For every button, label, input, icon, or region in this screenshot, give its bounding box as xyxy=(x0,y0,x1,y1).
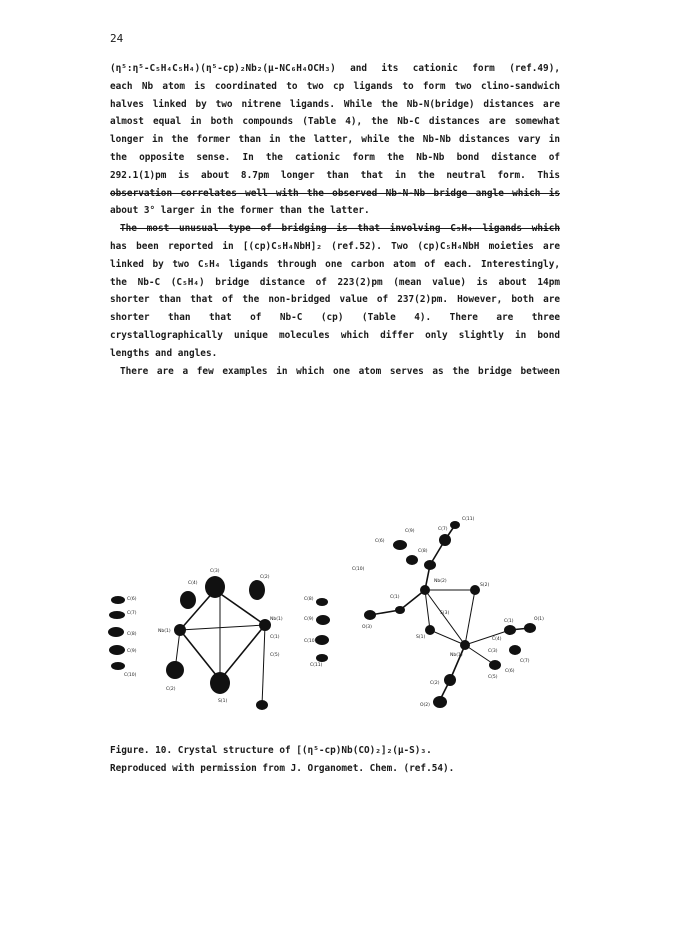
atom-ellipsoid xyxy=(108,627,124,637)
atom-label: C(1) xyxy=(504,619,514,624)
atom-label: C(9) xyxy=(304,617,314,622)
atom-label: S(1) xyxy=(416,635,426,640)
atom-ellipsoid xyxy=(524,623,536,633)
atom-ellipsoid xyxy=(420,585,430,595)
atom-label: C(7) xyxy=(438,527,448,532)
text-line: crystallographically unique molecules which differ only slightly in bond xyxy=(110,329,560,341)
text-line: shorter than that of the non-bridged value of 237(2)pm. However, both are xyxy=(110,294,560,306)
text-line: lengths and angles. xyxy=(110,347,218,359)
atom-label: O(3) xyxy=(362,625,372,630)
caption-line: Reproduced with permission from J. Organomet. Chem. (ref.54). xyxy=(110,763,455,774)
atom-ellipsoid xyxy=(316,654,328,662)
atom-label: C(3) xyxy=(488,649,498,654)
atom-label: C(7) xyxy=(127,611,137,616)
page-number: 24 xyxy=(110,32,124,45)
atom-label: C(10) xyxy=(304,639,317,644)
atom-label: C(1) xyxy=(390,595,400,600)
atom-ellipsoid xyxy=(489,660,501,670)
text-line: There are a few examples in which one atom serves as the bridge between xyxy=(120,365,560,377)
bond-line xyxy=(180,630,220,680)
atom-ellipsoid xyxy=(470,585,480,595)
text-line: has been reported in [(cp)C₅H₄NbH]₂ (ref.52). Two (cp)C₅H₄NbH moieties are xyxy=(110,240,560,252)
atom-ellipsoid xyxy=(444,674,456,686)
text-line: each Nb atom is coordinated to two cp ligands to form two clino-sandwich xyxy=(110,80,560,92)
atom-label: C(8) xyxy=(304,597,314,602)
text-line: shorter than that of Nb-C (cp) (Table 4). There are three xyxy=(110,312,560,324)
atom-ellipsoid xyxy=(364,610,376,620)
atom-ellipsoid xyxy=(509,645,521,655)
atom-label: C(5) xyxy=(488,675,498,680)
atom-label: C(8) xyxy=(127,632,137,637)
atom-label: C(6) xyxy=(505,669,515,674)
atom-ellipsoid xyxy=(111,662,125,670)
atom-label: O(2) xyxy=(420,703,430,708)
atom-ellipsoid xyxy=(433,696,447,708)
atom-ellipsoid xyxy=(424,560,436,570)
atom-label: C(4) xyxy=(188,581,198,586)
caption-line: Figure. 10. Crystal structure of [(η⁵-cp)Nb(CO)₂]₂(μ-S)₃. xyxy=(110,745,432,756)
atom-ellipsoid xyxy=(395,606,405,614)
atom-ellipsoid xyxy=(205,576,225,598)
bond-line xyxy=(465,590,475,645)
atom-ellipsoid xyxy=(210,672,230,694)
atom-ellipsoid xyxy=(109,645,125,655)
atom-ellipsoid xyxy=(174,624,186,636)
text-line: linked by two C₅H₄ ligands through one carbon atom of each. Interestingly, xyxy=(110,258,560,270)
atom-ellipsoid xyxy=(425,625,435,635)
atom-label: Nb(1) xyxy=(450,653,463,658)
atom-label: Nb(1) xyxy=(270,617,283,622)
atom-ellipsoid xyxy=(393,540,407,550)
atom-label: Nb(2) xyxy=(434,579,447,584)
atom-label: C(10) xyxy=(352,567,365,572)
text-line: The most unusual type of bridging is that involving C₅H₄ ligands which xyxy=(120,223,560,235)
atom-label: C(11) xyxy=(462,517,475,522)
crystal-structure-figure xyxy=(100,490,570,730)
atom-label: C(6) xyxy=(127,597,137,602)
atom-ellipsoid xyxy=(504,625,516,635)
atom-label: C(9) xyxy=(405,529,415,534)
atom-label: C(2) xyxy=(260,575,270,580)
atom-ellipsoid xyxy=(249,580,265,600)
atom-label: S(1) xyxy=(218,699,228,704)
crystal-structure-drawing xyxy=(100,490,570,730)
figure-caption xyxy=(110,742,580,778)
text-line: the Nb-C (C₅H₄) bridge distance of 223(2)pm (mean value) is about 14pm xyxy=(110,276,560,288)
atom-label: C(10) xyxy=(124,673,137,678)
atom-label: C(2) xyxy=(430,681,440,686)
atom-label: C(8) xyxy=(418,549,428,554)
atom-ellipsoid xyxy=(166,661,184,679)
atom-label: C(7) xyxy=(520,659,530,664)
atom-ellipsoid xyxy=(315,635,329,645)
atom-label: Nb(1) xyxy=(158,629,171,634)
atom-ellipsoid xyxy=(316,598,328,606)
atom-label: C(1) xyxy=(270,635,280,640)
body-text xyxy=(110,60,560,380)
text-line: 292.1(1)pm is about 8.7pm longer than that in the neutral form. This xyxy=(110,169,560,181)
atom-ellipsoid xyxy=(111,596,125,604)
atom-label: C(4) xyxy=(492,637,502,642)
text-line: longer in the former than in the latter, while the Nb-Nb distances vary in xyxy=(110,134,560,146)
text-line: halves linked by two nitrene ligands. While the Nb-N(bridge) distances are xyxy=(110,98,560,110)
atom-label: C(6) xyxy=(375,539,385,544)
bond-line xyxy=(220,625,265,680)
bond-line xyxy=(180,625,265,630)
bond-line xyxy=(465,630,510,645)
atom-label: C(3) xyxy=(210,569,220,574)
atom-label: S(3) xyxy=(440,611,450,616)
atom-ellipsoid xyxy=(180,591,196,609)
atom-label: C(5) xyxy=(270,653,280,658)
atom-ellipsoid xyxy=(256,700,268,710)
text-line: observation correlates well with the observed Nb-N-Nb bridge angle which is xyxy=(110,187,560,199)
atom-ellipsoid xyxy=(406,555,418,565)
atom-ellipsoid xyxy=(460,640,470,650)
atom-ellipsoid xyxy=(109,611,125,619)
text-line: the opposite sense. In the cationic form the Nb-Nb bond distance of xyxy=(110,151,560,163)
text-line: almost equal in both compounds (Table 4), the Nb-C distances are somewhat xyxy=(110,116,560,128)
atom-ellipsoid xyxy=(439,534,451,546)
atom-label: C(9) xyxy=(127,649,137,654)
atom-label: C(2) xyxy=(166,687,176,692)
atom-label: O(1) xyxy=(534,617,544,622)
text-line: (η⁵:η⁵-C₅H₄C₅H₄)(η⁵-cp)₂Nb₂(μ-NC₆H₄OCH₃) and its cationic form (ref.49), xyxy=(110,63,560,74)
atom-ellipsoid xyxy=(316,615,330,625)
text-line: about 3° larger in the former than the latter. xyxy=(110,205,370,217)
atom-ellipsoid xyxy=(450,521,460,529)
bond-line xyxy=(263,625,265,680)
atom-label: S(2) xyxy=(480,583,490,588)
atom-label: C(11) xyxy=(310,663,323,668)
